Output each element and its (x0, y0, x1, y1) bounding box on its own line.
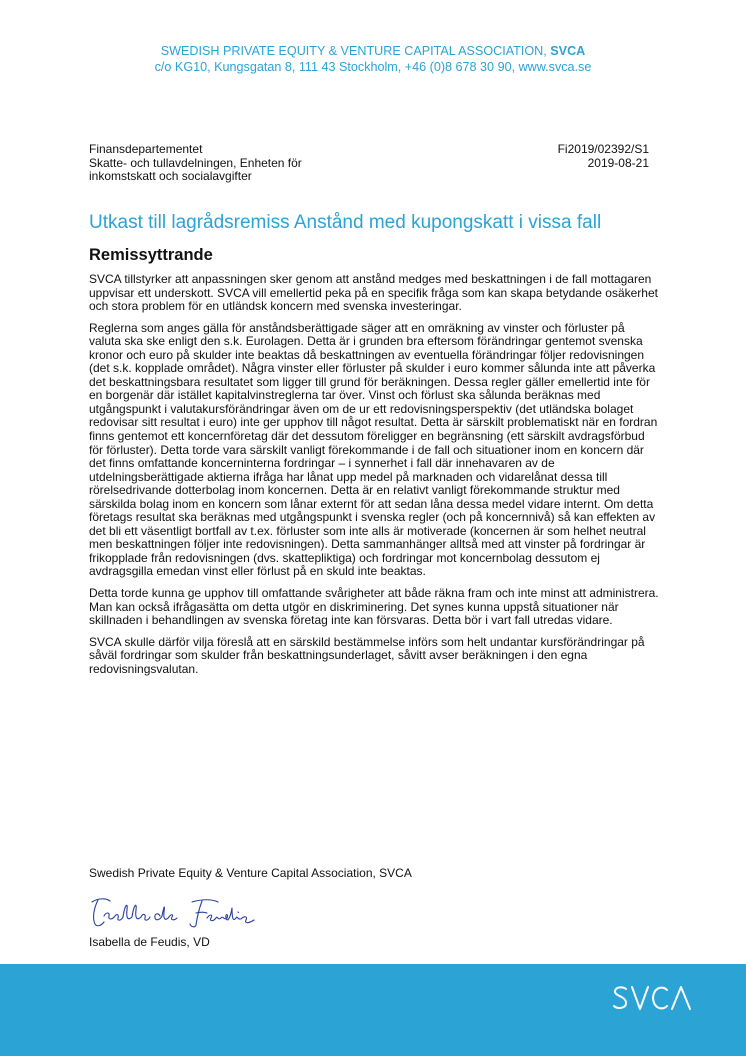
recipient-line-1: Finansdepartementet (89, 142, 203, 156)
letterhead (0, 43, 746, 75)
body-text (89, 273, 659, 684)
letterhead-org-abbr: SVCA (550, 44, 586, 58)
reference-date: 2019-08-21 (587, 155, 649, 170)
svca-logo (612, 984, 694, 1012)
recipient-line-2: Skatte- och tullavdelningen, Enheten för inkomstskatt och socialavgifter (89, 155, 302, 183)
letterhead-org (0, 43, 746, 59)
reference-number: Fi2019/02392/S1 (557, 142, 649, 156)
letterhead-org-name: SWEDISH PRIVATE EQUITY & VENTURE CAPITAL ASSOCIATION, (160, 44, 551, 58)
document-subtitle: Remissyttrande (89, 246, 213, 264)
signoff-organization: Swedish Private Equity & Venture Capital Association, SVCA (89, 866, 412, 880)
paragraph: SVCA skulle därför vilja föreslå att en särskild bestämmelse införs som helt undantar kursförändringar på såväl fordringar som skulder från beskattningsunderlaget, såvitt avser beräkningen i den egna redovisningsvalutan. (89, 634, 645, 676)
letterhead-address: c/o KG10, Kungsgatan 8, 111 43 Stockholm, +46 (0)8 678 30 90, www.svca.se (154, 60, 592, 74)
recipient-block (89, 143, 319, 184)
handwritten-signature (88, 894, 258, 930)
footer-bar (0, 964, 746, 1056)
signer-name: Isabella de Feudis, VD (89, 935, 210, 949)
paragraph: Detta torde kunna ge upphov till omfattande svårigheter att både räkna fram och inte minst att administrera. Man kan också ifrågasätta om detta utgör en diskriminering. Det synes kunna uppstå situationer när skillnaden i behandlingen av svenska företag inte kan försvaras. Detta bör i vart fall utredas vidare. (89, 586, 659, 628)
paragraph: SVCA tillstyrker att anpassningen sker genom att anstånd medges med beskattningen i de fall mottagaren uppvisar ett underskott. SVCA vill emellertid peka på en specifik fråga som kan skapa betydande osäkerhet och stora problem för en utländsk koncern med svenska investeringar. (89, 272, 658, 314)
paragraph: Reglerna som anges gälla för anståndsberättigade säger att en omräkning av vinster och förluster på valuta ska ske enligt den s.k. Eurolagen. Detta är i grunden bra eftersom förändringar gentemot svenska kronor och euro på skulder inte beaktas då beskattningen av eventuella förändringar följer redovisningen (det s.k. kopplade området). Några vinster eller förluster på skulder i euro kommer sålunda inte att påverka det beskattningsbara resultatet som ligger till grund för beräkningen. Dessa regler gäller emellertid inte för en borgenär där istället kapitalvinstreglerna tar över. Vinst och förlust ska sålunda beräknas med utgångspunkt i valutakursförändringar även om de ur ett redovisningsperspektiv (det utländska bolaget redovisar sitt resultat i euro) inte ger upphov till något resultat. Detta är särskilt problematiskt när en fordran finns gentemot ett koncernföretag där det dessutom föreligger en begränsning (ett särskilt avdragsförbud för förluster). Detta torde vara särskilt vanligt förekommande i de fall och situationer inom en koncern där det finns omfattande koncerninterna fordringar – i synnerhet i fall där innehavaren av de utdelningsberättigade aktierna ifråga har lånat upp medel på marknaden och vidarelånat dessa till rörelsedrivande dotterbolag inom koncernen. Detta är en relativt vanligt förekommande struktur med särskilda bolag inom en koncern som lånar externt för att sedan låna dessa medel vidare internt. Om detta företags resultat ska beräknas med utgångspunkt i svenska regler (och på koncernnivå) så kan effekten av det bli ett väsentligt bortfall av t.ex. förluster som inte alls är motiverade (koncernen är som helhet neutral men beskattningen följer inte redovisningen). Detta sammanhänger alltså med att vinster på fordringar är frikopplade från redovisningen (dvs. skattepliktiga) och fordringar mot koncernbolag dessutom ej avdragsgilla emedan vinst eller förlust på en skuld inte beaktas. (89, 320, 658, 579)
document-title: Utkast till lagrådsremiss Anstånd med kupongskatt i vissa fall (89, 212, 602, 233)
reference-block (558, 143, 649, 170)
